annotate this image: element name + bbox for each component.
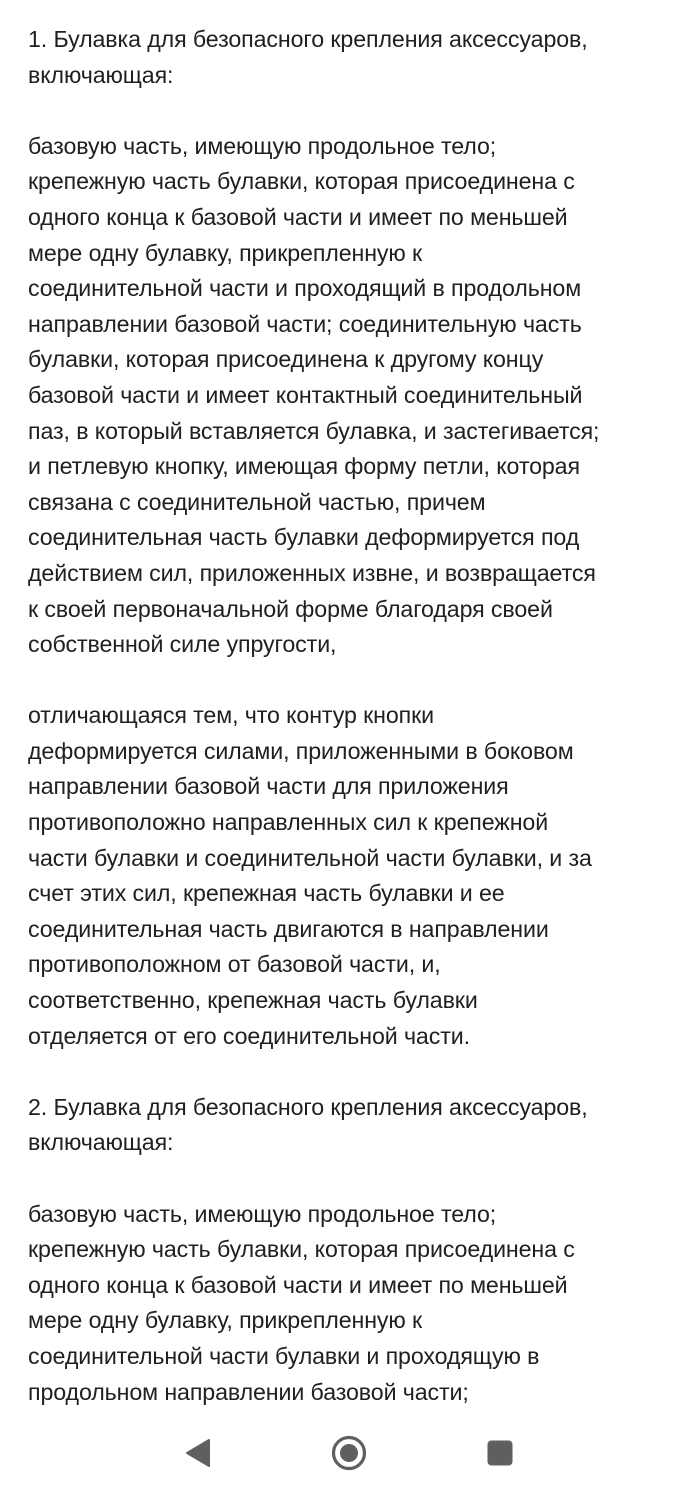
back-button[interactable] bbox=[175, 1430, 221, 1476]
paragraph-gap bbox=[28, 93, 678, 129]
claim-1-body: базовую часть, имеющую продольное тело; крепежную часть булавки, которая присоединена с одного конца к базовой части и имеет по меньшей мере одну булавку, прикрепленную к соединительной части и проходящий в продольном направлении базовой части; соединительную часть булавки, которая присоединена к другому концу базовой части и имеет контактный соединительный паз, в который вставляется булавка, и застегивается; и петлевую кнопку, имеющая форму петли, которая связана с соединительной частью, причем соединительная часть булавки деформируется под действием сил, приложенных извне, и возвращается к своей первоначальной форме благодаря своей собственной силе упругости, bbox=[28, 132, 600, 658]
home-button[interactable] bbox=[326, 1430, 372, 1476]
claim-1-characterizing-part: отличающаяся тем, что контур кнопки деформируется силами, приложенными в боковом направлении базовой части для приложения противоположно направленных сил к крепежной части булавки и соединительной части булавки, и за счет этих сил, крепежная часть булавки и ее соединительная часть двигаются в направлении противоположном от базовой части, и, соответственно, крепежная часть булавки отделяется от его соединительной части. bbox=[28, 702, 592, 1049]
paragraph-gap bbox=[28, 663, 678, 699]
circle-home-icon bbox=[330, 1434, 368, 1472]
paragraph-gap bbox=[28, 1054, 678, 1090]
triangle-back-icon bbox=[183, 1437, 213, 1469]
claim-2-heading: 2. Булавка для безопасного крепления аксессуаров, включающая: bbox=[28, 1093, 588, 1156]
paragraph-gap bbox=[28, 1161, 678, 1197]
system-navigation-bar bbox=[0, 1410, 700, 1495]
recents-button[interactable] bbox=[477, 1430, 523, 1476]
document-content bbox=[28, 22, 678, 1410]
claim-2-body: базовую часть, имеющую продольное тело; крепежную часть булавки, которая присоединена с одного конца к базовой части и имеет по меньшей мере одну булавку, прикрепленную к соединительной части булавки и проходящую в продольном направлении базовой части; bbox=[28, 1200, 575, 1405]
square-recents-icon bbox=[486, 1439, 514, 1467]
claim-1-heading: 1. Булавка для безопасного крепления аксессуаров, включающая: bbox=[28, 26, 588, 88]
